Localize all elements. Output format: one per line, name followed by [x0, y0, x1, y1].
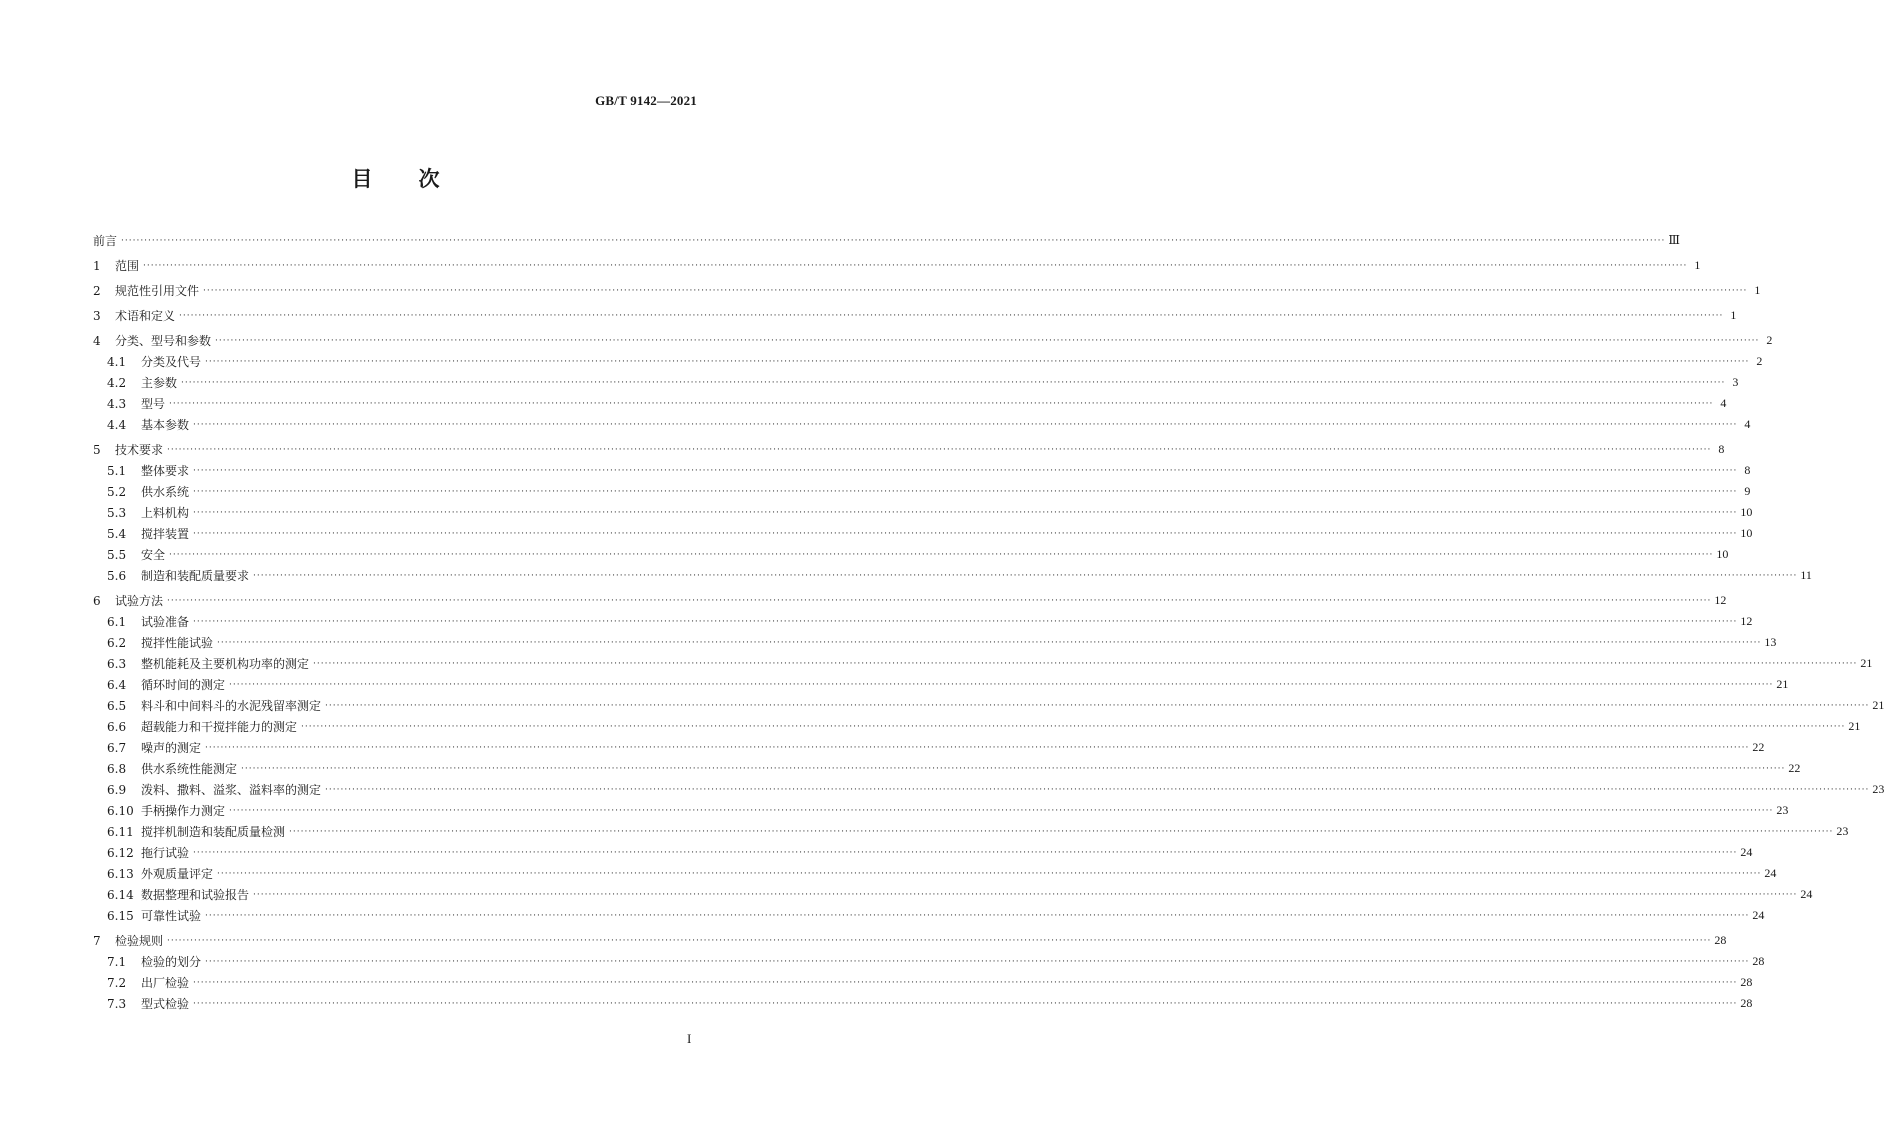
toc-entry-label: 拖行试验: [141, 846, 190, 860]
toc-leader-dots: ················································································································································································································································································································································································································: [193, 847, 1738, 858]
toc-leader-dots: ················································································································································································································································································································································································································: [325, 700, 1870, 711]
toc-leader-dots: ················································································································································································································································································································································································································: [193, 486, 1738, 497]
toc-entry[interactable]: [93, 821, 1849, 842]
toc-entry-page: 4: [1720, 396, 1727, 410]
toc-entry-page: 9: [1744, 484, 1751, 498]
toc-entry[interactable]: [93, 842, 1753, 863]
toc-entry-page: 21: [1860, 656, 1873, 670]
toc-leader-dots: ················································································································································································································································································································································································································: [205, 910, 1750, 921]
toc-entry-label: 循环时间的测定: [141, 678, 226, 692]
toc-leader-dots: ················································································································································································································································································································································································································: [167, 935, 1712, 946]
toc-leader-dots: ················································································································································································································································································································································································································: [193, 507, 1738, 518]
toc-leader-dots: ················································································································································································································································································································································································································: [169, 549, 1714, 560]
toc-leader-dots: ················································································································································································································································································································································································································: [193, 616, 1738, 627]
toc-entry-page: 2: [1756, 354, 1763, 368]
toc-entry-number: 5.1: [107, 463, 127, 478]
toc-entry-page: 10: [1716, 547, 1729, 561]
toc-entry-page: 28: [1740, 975, 1753, 989]
toc-leader-dots: ················································································································································································································································································································································································································: [325, 784, 1870, 795]
toc-entry-page: 12: [1740, 614, 1753, 628]
toc-entry-label: 型式检验: [141, 997, 190, 1011]
toc-entry[interactable]: [93, 951, 1765, 972]
table-of-contents: [93, 230, 1884, 1014]
toc-entry-label: 整机能耗及主要机构功率的测定: [141, 657, 310, 671]
toc-leader-dots: ················································································································································································································································································································································································································: [301, 721, 1846, 732]
toc-entry[interactable]: [93, 611, 1753, 632]
toc-leader-dots: ················································································································································································································································································································································································································: [289, 826, 1834, 837]
toc-leader-dots: ················································································································································································································································································································································································································: [193, 998, 1738, 1009]
toc-entry-label: 出厂检验: [141, 976, 190, 990]
toc-entry-label: 搅拌性能试验: [141, 636, 214, 650]
toc-entry-label: 供水系统性能测定: [141, 762, 238, 776]
toc-entry[interactable]: [93, 330, 1773, 351]
toc-entry-page: 28: [1752, 954, 1765, 968]
toc-entry-number: 6.1: [107, 614, 127, 629]
toc-entry-label: 前言: [93, 234, 118, 248]
toc-leader-dots: ················································································································································································································································································································································································································: [203, 285, 1748, 296]
toc-entry-number: 7.1: [107, 954, 127, 969]
toc-entry-label: 噪声的测定: [141, 741, 202, 755]
toc-entry[interactable]: [93, 905, 1765, 926]
toc-entry-page: 28: [1740, 996, 1753, 1010]
toc-entry-number: 6.12: [107, 845, 134, 860]
toc-entry-label: 供水系统: [141, 485, 190, 499]
toc-entry-page: 10: [1740, 505, 1753, 519]
title-char-2: 次: [418, 167, 442, 191]
toc-entry[interactable]: [93, 653, 1873, 674]
toc-leader-dots: ················································································································································································································································································································································································································: [143, 260, 1688, 271]
toc-entry-label: 技术要求: [115, 443, 164, 457]
toc-entry-number: 5: [93, 442, 101, 457]
toc-entry-page: 3: [1732, 375, 1739, 389]
toc-entry-number: 4.3: [107, 396, 127, 411]
toc-entry-label: 搅拌机制造和装配质量检测: [141, 825, 286, 839]
toc-entry-page: 24: [1752, 908, 1765, 922]
toc-leader-dots: ················································································································································································································································································································································································································: [193, 465, 1738, 476]
toc-leader-dots: ················································································································································································································································································································································································································: [215, 335, 1760, 346]
toc-leader-dots: ················································································································································································································································································································································································································: [241, 763, 1786, 774]
toc-entry-number: 7.2: [107, 975, 127, 990]
toc-entry[interactable]: [93, 884, 1813, 905]
page-number: I: [687, 1031, 692, 1046]
toc-entry-number: 6.7: [107, 740, 127, 755]
toc-leader-dots: ················································································································································································································································································································································································································: [167, 595, 1712, 606]
toc-entry[interactable]: [93, 544, 1729, 565]
toc-entry[interactable]: [93, 800, 1789, 821]
toc-entry[interactable]: [93, 590, 1727, 611]
toc-entry-number: 6.2: [107, 635, 127, 650]
toc-entry[interactable]: [93, 930, 1727, 951]
page-title: [0, 163, 793, 193]
toc-entry-number: 5.6: [107, 568, 127, 583]
toc-entry-label: 试验准备: [141, 615, 190, 629]
toc-entry-label: 手柄操作力测定: [141, 804, 226, 818]
toc-entry-label: 基本参数: [141, 418, 190, 432]
toc-entry-label: 主参数: [141, 376, 178, 390]
toc-entry-number: 6.4: [107, 677, 127, 692]
toc-leader-dots: ················································································································································································································································································································································································································: [169, 398, 1714, 409]
toc-entry-page: 2: [1766, 333, 1773, 347]
toc-entry-number: 6.8: [107, 761, 127, 776]
toc-entry-label: 数据整理和试验报告: [141, 888, 250, 902]
toc-entry[interactable]: [93, 460, 1751, 481]
toc-leader-dots: ················································································································································································································································································································································································································: [181, 377, 1726, 388]
toc-entry-number: 6.3: [107, 656, 127, 671]
toc-entry[interactable]: [93, 502, 1753, 523]
toc-leader-dots: ················································································································································································································································································································································································································: [193, 419, 1738, 430]
toc-entry-page: 13: [1764, 635, 1777, 649]
toc-entry-page: 23: [1836, 824, 1849, 838]
toc-entry-number: 6.6: [107, 719, 127, 734]
toc-entry[interactable]: [93, 280, 1761, 301]
toc-entry-label: 范围: [115, 259, 140, 273]
toc-entry[interactable]: [93, 695, 1884, 716]
toc-leader-dots: ················································································································································································································································································································································································································: [217, 637, 1762, 648]
toc-entry-number: 4.4: [107, 417, 127, 432]
toc-entry[interactable]: [93, 737, 1765, 758]
toc-entry[interactable]: [93, 779, 1884, 800]
toc-entry-page: 8: [1718, 442, 1725, 456]
toc-entry[interactable]: [93, 972, 1753, 993]
toc-entry-number: 6.14: [107, 887, 134, 902]
toc-entry-page: 21: [1872, 698, 1884, 712]
toc-entry[interactable]: [93, 305, 1737, 326]
toc-entry-number: 4.2: [107, 375, 127, 390]
toc-entry[interactable]: [93, 481, 1751, 502]
toc-entry-number: 6.15: [107, 908, 134, 923]
toc-leader-dots: ················································································································································································································································································································································································································: [193, 977, 1738, 988]
toc-entry[interactable]: [93, 632, 1777, 653]
toc-entry[interactable]: [93, 255, 1701, 276]
toc-entry-label: 整体要求: [141, 464, 190, 478]
toc-entry-page: 23: [1776, 803, 1789, 817]
toc-entry-label: 型号: [141, 397, 166, 411]
toc-entry-page: 12: [1714, 593, 1727, 607]
toc-entry-page: 8: [1744, 463, 1751, 477]
toc-entry-page: 1: [1730, 308, 1737, 322]
toc-entry[interactable]: [93, 351, 1763, 372]
toc-entry-number: 7: [93, 933, 101, 948]
toc-entry-label: 安全: [141, 548, 166, 562]
toc-entry-page: 21: [1848, 719, 1861, 733]
toc-leader-dots: ················································································································································································································································································································································································································: [205, 956, 1750, 967]
toc-entry-label: 分类、型号和参数: [115, 334, 212, 348]
toc-entry[interactable]: [93, 393, 1727, 414]
toc-entry[interactable]: [93, 414, 1751, 435]
toc-entry-page: 11: [1800, 568, 1812, 582]
toc-entry-number: 3: [93, 308, 101, 323]
toc-entry-label: 分类及代号: [141, 355, 202, 369]
toc-entry-label: 料斗和中间料斗的水泥残留率测定: [141, 699, 322, 713]
toc-entry-number: 2: [93, 283, 101, 298]
toc-entry-number: 4.1: [107, 354, 127, 369]
toc-entry-number: 6: [93, 593, 101, 608]
toc-entry[interactable]: [93, 758, 1801, 779]
toc-entry-number: 6.9: [107, 782, 127, 797]
toc-entry-page: 4: [1744, 417, 1751, 431]
toc-entry-label: 规范性引用文件: [115, 284, 200, 298]
toc-entry-label: 检验的划分: [141, 955, 202, 969]
toc-entry-number: 1: [93, 258, 101, 273]
toc-entry[interactable]: [93, 993, 1753, 1014]
toc-entry-number: 7.3: [107, 996, 127, 1011]
toc-entry[interactable]: [93, 565, 1812, 586]
toc-leader-dots: ················································································································································································································································································································································································································: [205, 742, 1750, 753]
toc-leader-dots: ················································································································································································································································································································································································································: [167, 444, 1712, 455]
toc-leader-dots: ················································································································································································································································································································································································································: [121, 235, 1666, 246]
toc-entry-label: 术语和定义: [115, 309, 176, 323]
toc-entry-number: 5.4: [107, 526, 127, 541]
toc-entry-page: Ⅲ: [1668, 233, 1680, 247]
toc-leader-dots: ················································································································································································································································································································································································································: [253, 889, 1798, 900]
toc-leader-dots: ················································································································································································································································································································································································································: [229, 679, 1774, 690]
toc-entry-number: 5.5: [107, 547, 127, 562]
toc-entry[interactable]: [93, 863, 1777, 884]
toc-entry[interactable]: [93, 716, 1861, 737]
toc-leader-dots: ················································································································································································································································································································································································································: [229, 805, 1774, 816]
toc-entry-label: 搅拌装置: [141, 527, 190, 541]
toc-entry-page: 24: [1740, 845, 1753, 859]
toc-entry-label: 外观质量评定: [141, 867, 214, 881]
standard-code: GB/T 9142—2021: [595, 93, 697, 108]
toc-entry-label: 可靠性试验: [141, 909, 202, 923]
toc-entry[interactable]: [93, 439, 1725, 460]
toc-entry-number: 6.13: [107, 866, 134, 881]
toc-entry-page: 24: [1800, 887, 1813, 901]
toc-entry-number: 6.10: [107, 803, 134, 818]
toc-entry-page: 22: [1788, 761, 1801, 775]
toc-entry-page: 22: [1752, 740, 1765, 754]
toc-entry-page: 23: [1872, 782, 1884, 796]
toc-entry-label: 试验方法: [115, 594, 164, 608]
title-char-1: 目: [351, 167, 375, 191]
toc-entry[interactable]: [93, 674, 1789, 695]
toc-leader-dots: ················································································································································································································································································································································································································: [313, 658, 1858, 669]
toc-entry-label: 超载能力和干搅拌能力的测定: [141, 720, 298, 734]
toc-entry-page: 21: [1776, 677, 1789, 691]
toc-leader-dots: ················································································································································································································································································································································································································: [193, 528, 1738, 539]
toc-leader-dots: ················································································································································································································································································································································································································: [217, 868, 1762, 879]
toc-entry-number: 5.2: [107, 484, 127, 499]
toc-entry[interactable]: [93, 523, 1753, 544]
toc-entry-number: 4: [93, 333, 101, 348]
toc-leader-dots: ················································································································································································································································································································································································································: [253, 570, 1798, 581]
toc-entry-label: 上料机构: [141, 506, 190, 520]
toc-entry-page: 28: [1714, 933, 1727, 947]
toc-entry[interactable]: [93, 372, 1739, 393]
toc-entry-number: 6.11: [107, 824, 134, 839]
toc-entry-page: 24: [1764, 866, 1777, 880]
toc-entry-page: 1: [1694, 258, 1701, 272]
toc-entry-page: 10: [1740, 526, 1753, 540]
toc-leader-dots: ················································································································································································································································································································································································································: [205, 356, 1750, 367]
toc-entry-page: 1: [1754, 283, 1761, 297]
toc-entry-number: 5.3: [107, 505, 127, 520]
toc-entry[interactable]: [93, 230, 1680, 251]
toc-entry-label: 制造和装配质量要求: [141, 569, 250, 583]
toc-entry-number: 6.5: [107, 698, 127, 713]
toc-leader-dots: ················································································································································································································································································································································································································: [179, 310, 1724, 321]
toc-entry-label: 泼料、撒料、溢浆、溢料率的测定: [141, 783, 322, 797]
toc-entry-label: 检验规则: [115, 934, 164, 948]
